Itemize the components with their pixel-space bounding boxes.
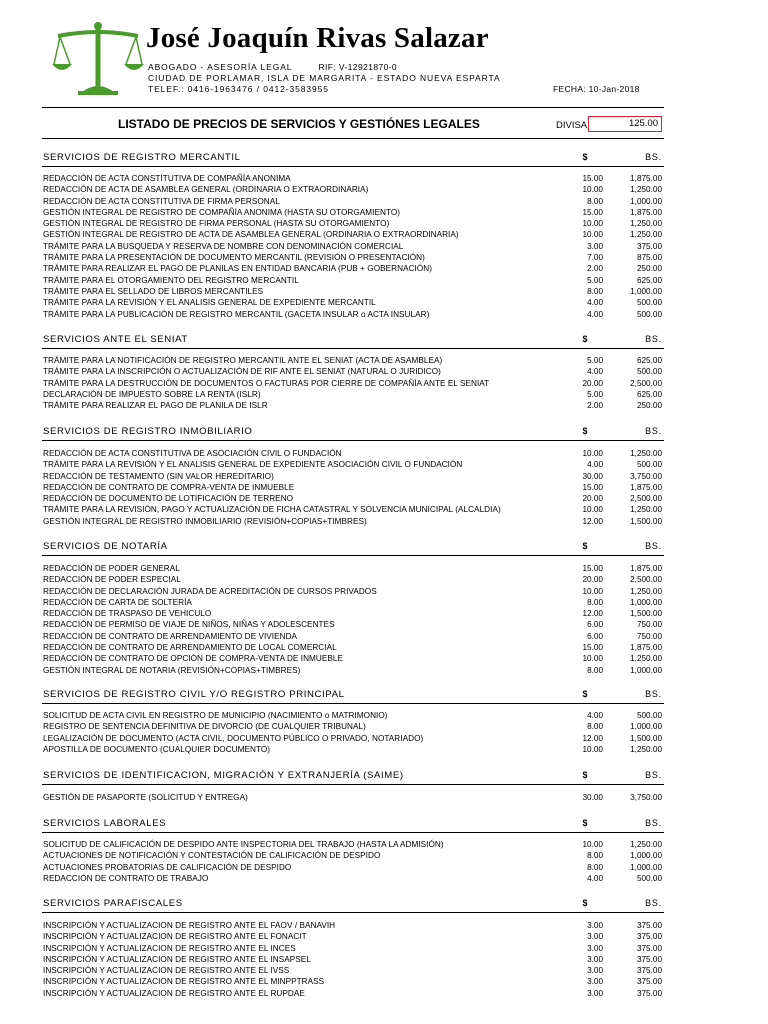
price-usd: 8.00 xyxy=(587,597,603,607)
table-row xyxy=(43,733,665,744)
price-bs: 1,875.00 xyxy=(630,564,662,573)
date: FECHA: 10-Jan-2018 xyxy=(553,84,640,94)
service-description: TRÁMITE PARA LA INSCRIPCIÓN O ACTUALIZACIÓN DE RIF ANTE EL SENIAT (NATURAL O JURIDICO) xyxy=(43,367,441,377)
price-usd: 30.00 xyxy=(582,793,603,802)
price-bs: 1,000.00 xyxy=(630,597,662,607)
section-header xyxy=(43,541,665,555)
price-usd: 7.00 xyxy=(587,253,603,263)
usd-column-header: $ xyxy=(582,689,588,699)
service-description: REDACCIÓN DE PODER ESPECIAL xyxy=(43,575,181,585)
price-usd: 15.00 xyxy=(582,643,603,653)
section-title: SERVICIOS PARAFISCALES xyxy=(43,898,183,909)
table-row xyxy=(43,493,665,504)
table-row xyxy=(43,710,665,721)
service-description: REDACCIÓN DE DECLARACIÓN JURADA DE ACREDITACIÓN DE CURSOS PRIVADOS xyxy=(43,586,377,596)
price-bs: 375.00 xyxy=(636,966,662,976)
price-bs: 1,875.00 xyxy=(630,207,662,217)
section-rows xyxy=(43,792,665,803)
price-bs: 1,250.00 xyxy=(630,449,662,458)
price-bs: 250.00 xyxy=(636,264,662,274)
price-usd: 10.00 xyxy=(582,219,603,229)
service-description: GESTIÓN INTEGRAL DE REGISTRO DE FIRMA PERSONAL (HASTA SU OTORGAMIENTO) xyxy=(43,219,390,229)
service-description: REDACCIÓN DE TESTAMENTO (SIN VALOR HEREDITARIO) xyxy=(43,471,274,481)
price-bs: 1,250.00 xyxy=(630,586,662,596)
price-bs: 500.00 xyxy=(636,298,662,308)
section-title: SERVICIOS DE REGISTRO MERCANTIL xyxy=(43,152,241,163)
price-bs: 750.00 xyxy=(636,631,662,641)
service-description: TRÁMITE PARA EL OTORGAMIENTO DEL REGISTRO MERCANTIL xyxy=(43,275,299,285)
table-row xyxy=(43,207,665,218)
price-bs: 375.00 xyxy=(636,932,662,942)
bs-column-header: BS. xyxy=(645,152,662,162)
profession-line xyxy=(148,62,397,73)
table-row xyxy=(43,976,665,987)
table-row xyxy=(43,355,665,366)
price-usd: 3.00 xyxy=(587,921,603,930)
table-row xyxy=(43,504,665,515)
lawyer-name: José Joaquín Rivas Salazar xyxy=(146,22,489,54)
section-divider xyxy=(42,703,664,704)
section-title: SERVICIOS LABORALES xyxy=(43,818,167,829)
price-usd: 15.00 xyxy=(582,482,603,492)
price-bs: 1,000.00 xyxy=(630,862,662,872)
service-description: SOLICITUD DE ACTA CIVIL EN REGISTRO DE MUNICIPIO (NACIMIENTO o MATRIMONIO) xyxy=(43,711,388,720)
price-bs: 1,500.00 xyxy=(630,733,662,743)
table-row xyxy=(43,653,665,664)
table-row xyxy=(43,642,665,653)
price-usd: 4.00 xyxy=(587,873,603,883)
section-rows xyxy=(43,448,665,527)
price-bs: 1,000.00 xyxy=(630,196,662,206)
price-bs: 1,250.00 xyxy=(630,505,662,515)
price-bs: 1,875.00 xyxy=(630,643,662,653)
table-row xyxy=(43,862,665,873)
price-usd: 4.00 xyxy=(587,309,603,319)
divisa-label: DIVISA: xyxy=(556,120,590,131)
price-bs: 375.00 xyxy=(636,988,662,998)
service-description: INSCRIPCIÓN Y ACTUALIZACION DE REGISTRO ANTE EL IVSS xyxy=(43,966,290,976)
price-bs: 3,750.00 xyxy=(630,471,662,481)
service-description: REDACCIÓN DE CONTRATO DE COMPRA-VENTA DE INMUEBLE xyxy=(43,482,295,492)
price-bs: 1,250.00 xyxy=(630,744,662,754)
price-usd: 10.00 xyxy=(582,586,603,596)
bs-column-header: BS. xyxy=(645,426,662,436)
price-bs: 375.00 xyxy=(636,921,662,930)
table-row xyxy=(43,173,665,184)
address: CIUDAD DE PORLAMAR, ISLA DE MARGARITA - ESTADO NUEVA ESPARTA xyxy=(148,73,501,83)
table-row xyxy=(43,184,665,195)
price-bs: 1,000.00 xyxy=(630,851,662,861)
price-usd: 20.00 xyxy=(582,575,603,585)
price-usd: 2.00 xyxy=(587,264,603,274)
table-row xyxy=(43,931,665,942)
price-bs: 500.00 xyxy=(636,873,662,883)
price-usd: 10.00 xyxy=(582,654,603,664)
usd-column-header: $ xyxy=(582,334,588,344)
service-description: TRÁMITE PARA LA REVISIÓN, PAGO Y ACTUALIZACIÓN DE FICHA CATASTRAL Y SOLVENCIA MUNICIPAL (ALCALDIA) xyxy=(43,505,501,515)
service-description: ACTUACIONES DE NOTIFICACIÓN Y CONTESTACIÓN DE CALIFICACIÓN DE DESPIDO xyxy=(43,851,381,861)
price-usd: 3.00 xyxy=(587,966,603,976)
price-usd: 3.00 xyxy=(587,988,603,998)
section-header xyxy=(43,152,665,166)
service-description: REDACCIÓN DE ACTA DE ASAMBLEA GENERAL (ORDINARIA O EXTRAORDINARIA) xyxy=(43,185,369,195)
table-row xyxy=(43,309,665,320)
price-usd: 15.00 xyxy=(582,174,603,183)
price-usd: 3.00 xyxy=(587,954,603,964)
divisa-rate-cell[interactable]: 125.00 xyxy=(588,116,662,132)
table-row xyxy=(43,378,665,389)
service-description: TRÁMITE PARA EL SELLADO DE LIBROS MERCANTILES xyxy=(43,286,264,296)
table-row xyxy=(43,459,665,470)
price-usd: 8.00 xyxy=(587,665,603,675)
service-description: DECLARACIÓN DE IMPUESTO SOBRE LA RENTA (ISLR) xyxy=(43,389,261,399)
table-row xyxy=(43,218,665,229)
section-divider xyxy=(42,784,664,785)
section-header xyxy=(43,689,665,703)
price-bs: 375.00 xyxy=(636,241,662,251)
table-row xyxy=(43,471,665,482)
table-row xyxy=(43,619,665,630)
section-title: SERVICIOS DE IDENTIFICACION, MIGRACIÓN Y EXTRANJERÍA (SAIME) xyxy=(43,770,404,781)
service-description: REDACCIÓN DE PERMISO DE VIAJE DE NIÑOS, NIÑAS Y ADOLESCENTES xyxy=(43,620,335,630)
table-row xyxy=(43,744,665,755)
price-usd: 20.00 xyxy=(582,378,603,388)
table-row xyxy=(43,448,665,459)
section-rows xyxy=(43,839,665,884)
price-usd: 8.00 xyxy=(587,196,603,206)
table-row xyxy=(43,252,665,263)
price-bs: 1,500.00 xyxy=(630,516,662,526)
section-divider xyxy=(42,555,664,556)
price-usd: 10.00 xyxy=(582,505,603,515)
price-bs: 2,500.00 xyxy=(630,494,662,504)
table-row xyxy=(43,850,665,861)
table-row xyxy=(43,721,665,732)
section-divider xyxy=(42,348,664,349)
section-divider xyxy=(42,166,664,167)
table-row xyxy=(43,839,665,850)
title-divider xyxy=(42,138,664,139)
service-description: INSCRIPCIÓN Y ACTUALIZACION DE REGISTRO ANTE EL INSAPSEL xyxy=(43,954,311,964)
price-usd: 4.00 xyxy=(587,367,603,377)
price-usd: 6.00 xyxy=(587,620,603,630)
price-usd: 30.00 xyxy=(582,471,603,481)
section-header xyxy=(43,898,665,912)
price-bs: 1,500.00 xyxy=(630,609,662,619)
service-description: INSCRIPCIÓN Y ACTUALIZACION DE REGISTRO ANTE EL MINPPTRASS xyxy=(43,977,325,987)
table-row xyxy=(43,297,665,308)
table-row xyxy=(43,608,665,619)
price-usd: 12.00 xyxy=(582,609,603,619)
price-usd: 8.00 xyxy=(587,862,603,872)
section-divider xyxy=(42,912,664,913)
rif: RIF: V-12921870-0 xyxy=(318,62,398,72)
table-row xyxy=(43,988,665,999)
service-description: INSCRIPCIÓN Y ACTUALIZACION DE REGISTRO ANTE EL INCES xyxy=(43,943,296,953)
usd-column-header: $ xyxy=(582,898,588,908)
section-title: SERVICIOS DE NOTARÍA xyxy=(43,541,168,552)
service-description: REDACCIÓN DE ACTA CONSTITUTIVA DE COMPAÑÍA ANONIMA xyxy=(43,174,291,183)
usd-column-header: $ xyxy=(582,426,588,436)
bs-column-header: BS. xyxy=(645,689,662,699)
usd-column-header: $ xyxy=(582,152,588,162)
section-divider xyxy=(42,440,664,441)
price-bs: 3,750.00 xyxy=(630,793,662,802)
service-description: REDACCIÓN DE PODER GENERAL xyxy=(43,564,180,573)
phone: TELEF.: 0416-1963476 / 0412-3583955 xyxy=(148,84,329,94)
service-description: SOLICITUD DE CALIFICACIÓN DE DESPIDO ANTE INSPECTORIA DEL TRABAJO (HASTA LA ADMISIÓN) xyxy=(43,840,444,849)
service-description: APOSTILLA DE DOCUMENTO (CUALQUIER DOCUMENTO) xyxy=(43,744,271,754)
section-header xyxy=(43,818,665,832)
usd-column-header: $ xyxy=(582,818,588,828)
price-usd: 3.00 xyxy=(587,932,603,942)
price-usd: 12.00 xyxy=(582,733,603,743)
table-row xyxy=(43,389,665,400)
price-usd: 4.00 xyxy=(587,460,603,470)
service-description: REGISTRO DE SENTENCIA DEFINITIVA DE DIVORCIO (DE CUALQUIER TRIBUNAL) xyxy=(43,722,366,732)
section-rows xyxy=(43,563,665,676)
table-row xyxy=(43,586,665,597)
price-bs: 1,250.00 xyxy=(630,840,662,849)
service-description: TRÁMITE PARA LA REVISIÓN Y EL ANALISIS GENERAL DE EXPEDIENTE ASOCIACIÓN CIVIL O FUNDACIÓN xyxy=(43,460,463,470)
service-description: TRÁMITE PARA LA PRESENTACIÓN DE DOCUMENTO MERCANTIL (REVISIÓN O PRESENTACIÓN) xyxy=(43,253,425,263)
price-bs: 1,875.00 xyxy=(630,174,662,183)
price-usd: 5.00 xyxy=(587,356,603,365)
table-row xyxy=(43,792,665,803)
price-usd: 4.00 xyxy=(587,298,603,308)
table-row xyxy=(43,241,665,252)
table-row xyxy=(43,574,665,585)
price-bs: 500.00 xyxy=(636,367,662,377)
price-bs: 625.00 xyxy=(636,389,662,399)
table-row xyxy=(43,631,665,642)
table-row xyxy=(43,263,665,274)
service-description: INSCRIPCIÓN Y ACTUALIZACION DE REGISTRO ANTE EL RUPDAE xyxy=(43,988,305,998)
service-description: REDACCIÓN DE CONTRATO DE TRABAJO xyxy=(43,873,209,883)
table-row xyxy=(43,516,665,527)
service-description: TRÁMITE PARA REALIZAR EL PAGO DE PLANILA DE ISLR xyxy=(43,401,268,411)
price-usd: 3.00 xyxy=(587,977,603,987)
price-usd: 3.00 xyxy=(587,943,603,953)
bs-column-header: BS. xyxy=(645,541,662,551)
price-usd: 12.00 xyxy=(582,516,603,526)
header-divider xyxy=(42,107,664,108)
bs-column-header: BS. xyxy=(645,898,662,908)
price-bs: 1,000.00 xyxy=(630,665,662,675)
bs-column-header: BS. xyxy=(645,334,662,344)
usd-column-header: $ xyxy=(582,541,588,551)
service-description: REDACCIÓN DE CONTRATO DE OPCIÓN DE COMPRA-VENTA DE INMUEBLE xyxy=(43,654,344,664)
price-usd: 10.00 xyxy=(582,744,603,754)
price-usd: 8.00 xyxy=(587,722,603,732)
service-description: REDACCIÓN DE DOCUMENTO DE LOTIFICACIÓN DE TERRENO xyxy=(43,494,294,504)
price-usd: 10.00 xyxy=(582,449,603,458)
service-description: REDACCIÓN DE ACTA CONSTITUTIVA DE FIRMA PERSONAL xyxy=(43,196,280,206)
table-row xyxy=(43,665,665,676)
price-bs: 625.00 xyxy=(636,275,662,285)
section-rows xyxy=(43,920,665,999)
service-description: REDACCIÓN DE ACTA CONSTITUTIVA DE ASOCIACIÓN CIVIL O FUNDACIÓN xyxy=(43,449,342,458)
table-row xyxy=(43,965,665,976)
price-usd: 10.00 xyxy=(582,230,603,240)
table-row xyxy=(43,196,665,207)
table-row xyxy=(43,954,665,965)
table-row xyxy=(43,920,665,931)
bs-column-header: BS. xyxy=(645,818,662,828)
price-usd: 2.00 xyxy=(587,401,603,411)
price-usd: 5.00 xyxy=(587,389,603,399)
price-usd: 10.00 xyxy=(582,840,603,849)
price-bs: 1,250.00 xyxy=(630,219,662,229)
price-bs: 2,500.00 xyxy=(630,378,662,388)
price-usd: 15.00 xyxy=(582,207,603,217)
price-bs: 1,000.00 xyxy=(630,722,662,732)
price-bs: 500.00 xyxy=(636,460,662,470)
section-rows xyxy=(43,710,665,755)
price-bs: 375.00 xyxy=(636,977,662,987)
price-usd: 6.00 xyxy=(587,631,603,641)
service-description: TRÁMITE PARA LA BUSQUEDA Y RESERVA DE NOMBRE CON DENOMINACIÓN COMERCIAL xyxy=(43,241,404,251)
scales-of-justice-icon xyxy=(52,20,144,96)
table-row xyxy=(43,943,665,954)
section-divider xyxy=(42,832,664,833)
table-row xyxy=(43,563,665,574)
table-row xyxy=(43,275,665,286)
price-bs: 2,500.00 xyxy=(630,575,662,585)
section-header xyxy=(43,770,665,784)
service-description: GESTIÓN INTEGRAL DE NOTARIA (REVISIÓN+COPIAS+TIMBRES) xyxy=(43,665,301,675)
section-title: SERVICIOS ANTE EL SENIAT xyxy=(43,334,188,345)
price-usd: 3.00 xyxy=(587,241,603,251)
table-row xyxy=(43,482,665,493)
price-bs: 1,250.00 xyxy=(630,185,662,195)
price-usd: 10.00 xyxy=(582,185,603,195)
service-description: GESTIÓN INTEGRAL DE REGISTRO DE ACTA DE ASAMBLEA GENERAL (ORDINARIA O EXTRAORDINARIA) xyxy=(43,230,459,240)
service-description: TRÁMITE PARA LA PUBLICACIÓN DE REGISTRO MERCANTIL (GACETA INSULAR o ACTA INSULAR) xyxy=(43,309,430,319)
table-row xyxy=(43,229,665,240)
price-bs: 500.00 xyxy=(636,711,662,720)
usd-column-header: $ xyxy=(582,770,588,780)
table-row xyxy=(43,400,665,411)
service-description: LEGALIZACIÓN DE DOCUMENTO (ACTA CIVIL, DOCUMENTO PÚBLICO O PRIVADO, NOTARIADO) xyxy=(43,733,424,743)
section-title: SERVICIOS DE REGISTRO INMOBILIARIO xyxy=(43,426,253,437)
bs-column-header: BS. xyxy=(645,770,662,780)
service-description: ACTUACIONES PROBATORIAS DE CALIFICACIÓN DE DESPIDO xyxy=(43,862,292,872)
document-title: LISTADO DE PRECIOS DE SERVICIOS Y GESTIÓNES LEGALES xyxy=(118,117,480,131)
service-description: TRÁMITE PARA LA DESTRUCCIÓN DE DOCUMENTOS O FACTURAS POR CIERRE DE COMPAÑÍA ANTE EL SENIAT xyxy=(43,378,490,388)
section-header xyxy=(43,426,665,440)
service-description: REDACCIÓN DE CONTRATO DE ARRENDAMIENTO DE VIVIENDA xyxy=(43,631,298,641)
service-description: GESTIÓN DE PASAPORTE (SOLICITUD Y ENTREGA) xyxy=(43,793,248,802)
price-usd: 20.00 xyxy=(582,494,603,504)
price-bs: 625.00 xyxy=(636,356,662,365)
service-description: TRÁMITE PARA LA NOTIFICACIÓN DE REGISTRO MERCANTIL ANTE EL SENIAT (ACTA DE ASAMBLEA) xyxy=(43,356,443,365)
price-bs: 1,250.00 xyxy=(630,230,662,240)
price-usd: 5.00 xyxy=(587,275,603,285)
table-row xyxy=(43,286,665,297)
price-bs: 750.00 xyxy=(636,620,662,630)
table-row xyxy=(43,597,665,608)
price-bs: 375.00 xyxy=(636,943,662,953)
service-description: TRÁMITE PARA LA REVISIÓN Y EL ANALISIS GENERAL DE EXPEDIENTE MERCANTIL xyxy=(43,298,376,308)
price-usd: 8.00 xyxy=(587,286,603,296)
section-title: SERVICIOS DE REGISTRO CIVIL Y/O REGISTRO PRINCIPAL xyxy=(43,689,345,700)
price-bs: 500.00 xyxy=(636,309,662,319)
service-description: REDACCIÓN DE CONTRATO DE ARRENDAMIENTO DE LOCAL COMERCIAL xyxy=(43,643,337,653)
service-description: GESTIÓN INTEGRAL DE REGISTRO DE COMPAÑÍA ANONIMA (HASTA SU OTORGAMIENTO) xyxy=(43,207,401,217)
section-header xyxy=(43,334,665,348)
service-description: GESTIÓN INTEGRAL DE REGISTRO INMOBILIARIO (REVISIÓN+COPIAS+TIMBRES) xyxy=(43,516,367,526)
price-usd: 8.00 xyxy=(587,851,603,861)
table-row xyxy=(43,366,665,377)
price-usd: 15.00 xyxy=(582,564,603,573)
price-bs: 1,875.00 xyxy=(630,482,662,492)
price-bs: 1,000.00 xyxy=(630,286,662,296)
service-description: REDACCIÓN DE CARTA DE SOLTERÍA xyxy=(43,597,192,607)
price-bs: 875.00 xyxy=(636,253,662,263)
price-usd: 4.00 xyxy=(587,711,603,720)
price-bs: 250.00 xyxy=(636,401,662,411)
price-bs: 375.00 xyxy=(636,954,662,964)
service-description: INSCRIPCIÓN Y ACTUALIZACION DE REGISTRO ANTE EL FONACIT xyxy=(43,932,307,942)
service-description: TRÁMITE PARA REALIZAR EL PAGO DE PLANILAS EN ENTIDAD BANCARIA (PUB + GOBERNACIÓN) xyxy=(43,264,433,274)
service-description: INSCRIPCIÓN Y ACTUALIZACION DE REGISTRO ANTE EL FAOV / BANAVIH xyxy=(43,921,336,930)
section-rows xyxy=(43,355,665,411)
price-bs: 1,250.00 xyxy=(630,654,662,664)
section-rows xyxy=(43,173,665,320)
table-row xyxy=(43,873,665,884)
profession: ABOGADO - ASESORÍA LEGAL xyxy=(148,62,293,72)
service-description: REDACCIÓN DE TRASPASO DE VEHICULO xyxy=(43,609,212,619)
